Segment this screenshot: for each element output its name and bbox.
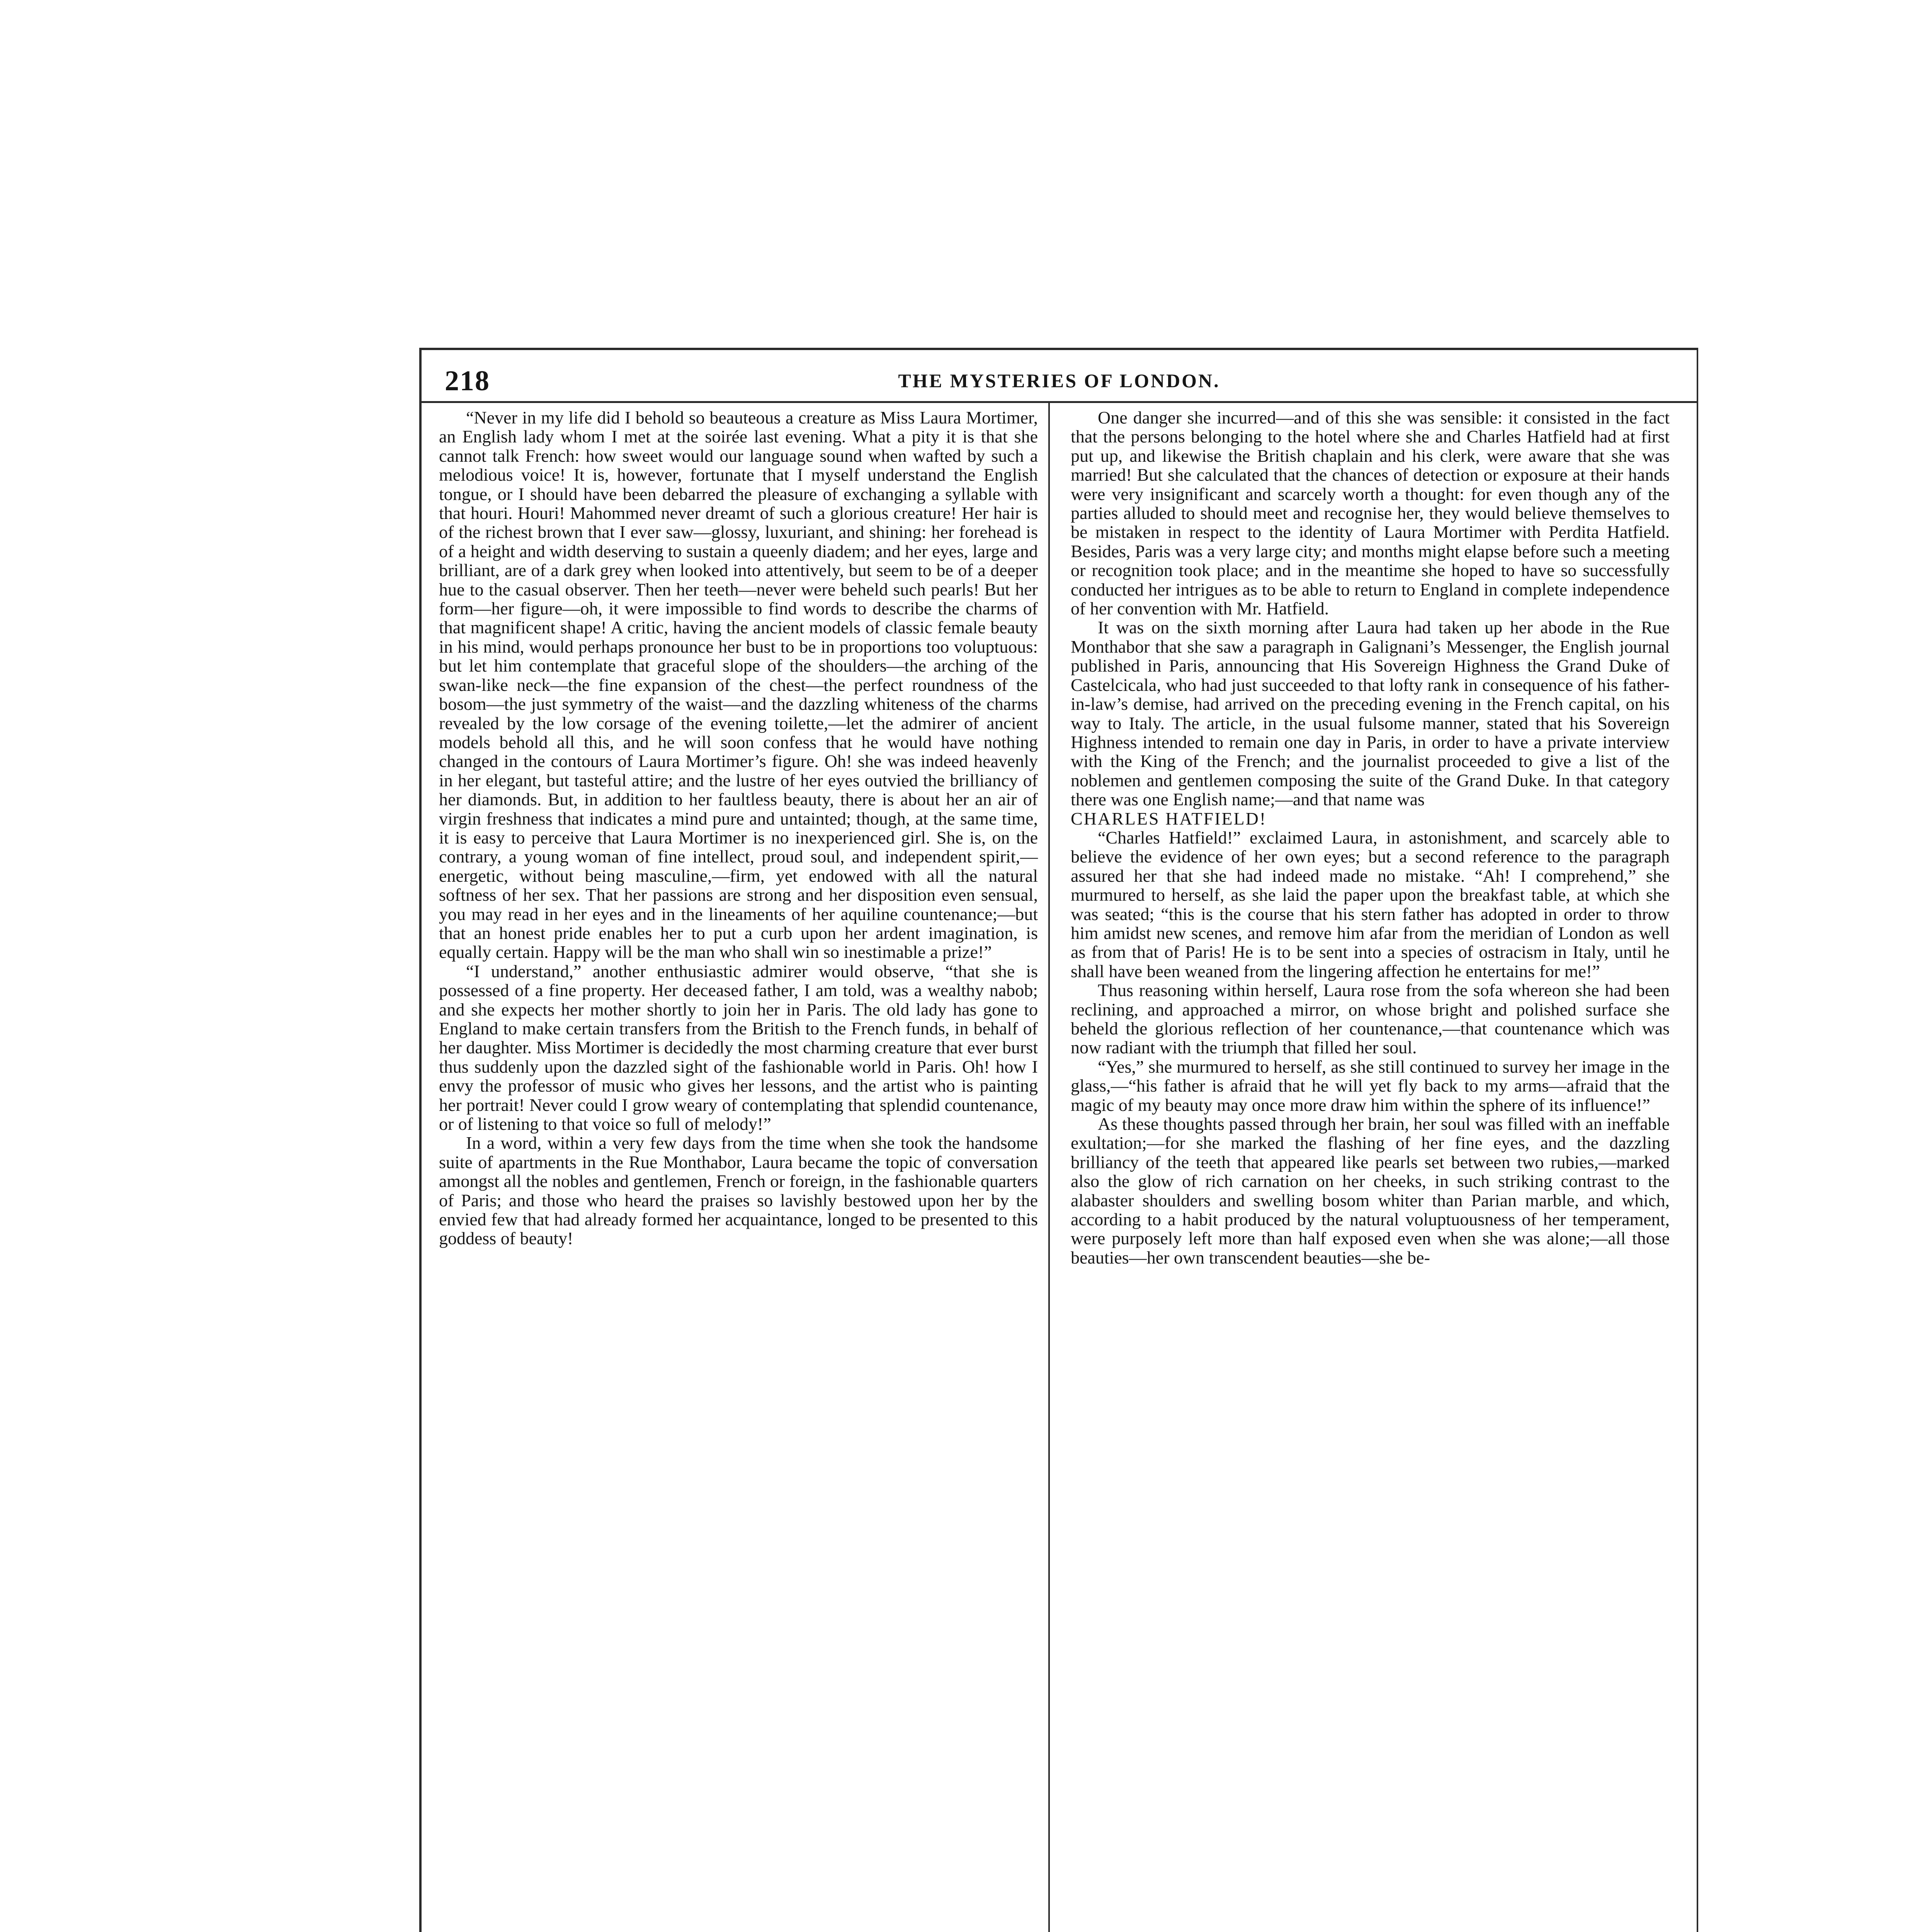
paragraph: As these thoughts passed through her brain, her soul was filled with an ineffable exultation;—for she marked the flashing of her fine eyes, and the dazzling brilliancy of the teeth that appeared like pearls set between two rubies,—marked also the glow of rich carnation on her cheeks, in such striking contrast to the alabaster shoulders and swelling bosom whiter than Parian marble, and which, according to a habit produced by the natural voluptuousness of her temperament, were purposely left more than half exposed even when she was alone;—all those beauties—her own transcendent beauties—she be-: [1071, 1114, 1670, 1267]
paragraph: “I understand,” another enthusiastic admirer would observe, “that she is possessed of a fine property. Her deceased father, I am told, was a wealthy nabob; and she expects her mother shortly to join her in Paris. The old lady has gone to England to make certain transfers from the British to the French funds, in behalf of her daughter. Miss Mortimer is decidedly the most charming creature that ever burst thus suddenly upon the dazzled sight of the fashionable world in Paris. Oh! how I envy the professor of music who gives her lessons, and the artist who is painting her portrait! Never could I grow weary of contemplating that splendid countenance, or of listening to that voice so full of melody!”: [439, 961, 1038, 1134]
paragraph: In a word, within a very few days from the time when she took the handsome suite of apartments in the Rue Monthabor, Laura became the topic of conversation amongst all the nobles and gentlemen, French or foreign, in the fashionable quarters of Paris; and those who heard the praises so lavishly bestowed upon her by the envied few that had already formed her acquaintance, longed to be presented to this goddess of beauty!: [439, 1133, 1038, 1248]
text-column-right: [1071, 408, 1670, 1267]
text-column-left: [439, 408, 1038, 1248]
name-line: CHARLES HATFIELD!: [1071, 808, 1267, 828]
page-number: 218: [445, 365, 490, 397]
paragraph: It was on the sixth morning after Laura had taken up her abode in the Rue Monthabor that she saw a paragraph in Galignani’s Messenger, the English journal published in Paris, announcing that His Sovereign Highness the Grand Duke of Castelcicala, who had just succeeded to that lofty rank in consequence of his father-in-law’s demise, had arrived on the preceding evening in the French capital, on his way to Italy. The article, in the usual fulsome manner, stated that his Sovereign Highness intended to remain one day in Paris, in order to have a private interview with the King of the French; and the journalist proceeded to give a list of the noblemen and gentlemen composing the suite of the Grand Duke. In that category there was one English name;—and that name was: [1071, 617, 1670, 810]
paragraph: Thus reasoning within herself, Laura rose from the sofa whereon she had been reclining, and approached a mirror, on whose bright and polished surface she beheld the glorious reflection of her countenance,—that countenance which was now radiant with the triumph that filled her soul.: [1071, 980, 1670, 1058]
running-title: THE MYSTERIES OF LONDON.: [898, 370, 1220, 391]
running-head: [422, 350, 1697, 402]
paragraph: “Never in my life did I behold so beauteous a creature as Miss Laura Mortimer, an English lady whom I met at the soirée last evening. What a pity it is that she cannot talk French: how sweet would our language sound when wafted by such a melodious voice! It is, however, fortunate that I myself understand the English tongue, or I should have been debarred the pleasure of exchanging a syllable with that houri. Houri! Mahommed never dreamt of such a glorious creature! Her hair is of the richest brown that I ever saw—glossy, luxuriant, and shining: her forehead is of a height and width deserving to sustain a queenly diadem; and her eyes, large and brilliant, are of a dark grey when looked into attentively, but seem to be of a deeper hue to the casual observer. Then her teeth—never were beheld such pearls! But her form—her figure—oh, it were impossible to find words to describe the charms of that magnificent shape! A critic, having the ancient models of classic female beauty in his mind, would perhaps pronounce her bust to be in proportions too voluptuous: but let him contemplate that graceful slope of the shoulders—the arching of the swan-like neck—the fine expansion of the chest—the perfect roundness of the bosom—the just symmetry of the waist—and the dazzling whiteness of the charms revealed by the low corsage of the evening toilette,—let the admirer of ancient models behold all this, and he will soon confess that he would have nothing changed in the contours of Laura Mortimer’s figure. Oh! she was indeed heavenly in her elegant, but tasteful attire; and the lustre of her eyes outvied the brilliancy of her diamonds. But, in addition to her faultless beauty, there is about her an air of virgin freshness that indicates a mind pure and untainted; though, at the same time, it is easy to perceive that Laura Mortimer is no inexperienced girl. She is, on the contrary, a young woman of fine intellect, proud soul, and independent spirit,—energetic, without being masculine,—firm, yet endowed with all the natural softness of her sex. That her passions are strong and her disposition even sensual, you may read in her eyes and in the lineaments of her aquiline countenance;—but that an honest pride enables her to put a curb upon her ardent imagination, is equally certain. Happy will be the man who shall win so inestimable a prize!”: [439, 408, 1038, 962]
column-divider: [1048, 402, 1050, 1932]
paragraph: One danger she incurred—and of this she was sensible: it consisted in the fact that the persons belonging to the hotel where she and Charles Hatfield had at first put up, and likewise the British chaplain and his clerk, were aware that she was married! But she calculated that the chances of detection or exposure at their hands were very insignificant and scarcely worth a thought: for even though any of the parties alluded to should meet and recognise her, they would believe themselves to be mistaken in respect to the identity of Laura Mortimer with Perdita Hatfield. Besides, Paris was a very large city; and months might elapse before such a meeting or recognition took place; and in the meantime she hoped to have so successfully conducted her intrigues as to be able to return to England in complete independence of her convention with Mr. Hatfield.: [1071, 408, 1670, 619]
book-page: [419, 348, 1698, 1932]
header-rule: [422, 401, 1697, 403]
paragraph: “Charles Hatfield!” exclaimed Laura, in astonishment, and scarcely able to believe the evidence of her own eyes; but a second reference to the paragraph assured her that she had indeed made no mistake. “Ah! I comprehend,” she murmured to herself, as she laid the paper upon the breakfast table, at which she was seated; “this is the course that his stern father has adopted in order to throw him amidst new scenes, and remove him afar from the meridian of London as well as from that of Paris! He is to be sent into a species of ostracism in Italy, until he shall have been weaned from the lingering affection he entertains for me!”: [1071, 827, 1670, 981]
paragraph: “Yes,” she murmured to herself, as she still continued to survey her image in the glass,—“his father is afraid that he will yet fly back to my arms—afraid that the magic of my beauty may once more draw him within the sphere of its influence!”: [1071, 1056, 1670, 1115]
